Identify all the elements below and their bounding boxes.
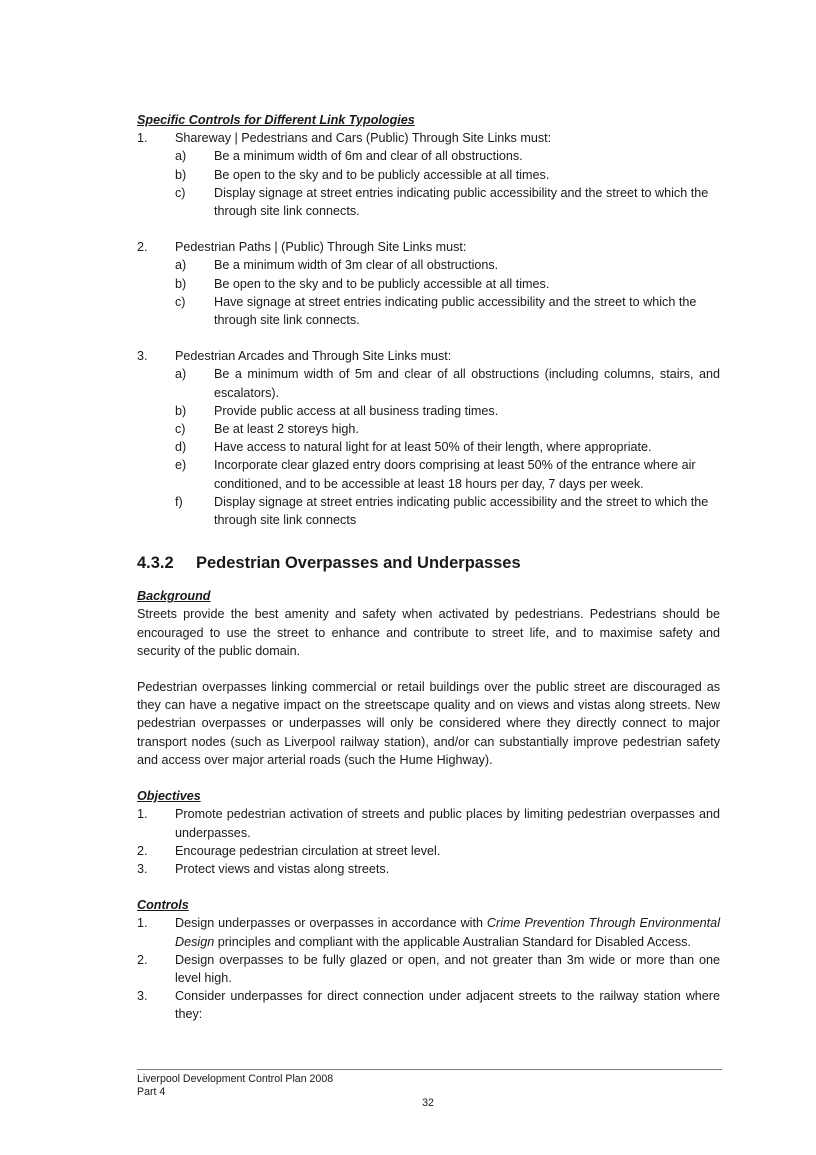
list-number: 3.: [137, 349, 148, 364]
list-text: Protect views and vistas along streets.: [175, 861, 390, 876]
sub-text: Be at least 2 storeys high.: [214, 422, 359, 437]
sub-letter: b): [175, 403, 187, 418]
section-title: Pedestrian Overpasses and Underpasses: [196, 554, 521, 573]
list-number: 2.: [137, 843, 148, 858]
footer-document-title: Liverpool Development Control Plan 2008: [137, 1073, 334, 1085]
spacer: [137, 220, 720, 238]
spacer: [137, 769, 720, 787]
list-text: Shareway | Pedestrians and Cars (Public) Through Site Links must:: [175, 131, 552, 146]
sub-text: Be a minimum width of 6m and clear of all obstructions.: [214, 149, 523, 164]
sub-letter: b): [175, 276, 187, 291]
controls-heading: Controls: [137, 898, 189, 913]
background-heading: Background: [137, 589, 211, 604]
list-text: Design overpasses to be fully glazed or open, and not greater than 3m wide or more than one level high.: [175, 952, 720, 985]
sub-text: Have access to natural light for at least 50% of their length, where appropriate.: [214, 440, 652, 455]
objective-item-1: [137, 805, 720, 841]
list-text: Promote pedestrian activation of streets and public places by limiting pedestrian overpasses and underpasses.: [175, 807, 720, 840]
typologies-heading: Specific Controls for Different Link Typologies: [137, 113, 415, 127]
list-number: 2.: [137, 240, 148, 255]
list-number: 3.: [137, 861, 148, 876]
sub-letter: a): [175, 258, 187, 273]
sub-item: [175, 438, 720, 456]
sub-item: [175, 275, 720, 293]
sub-text: Provide public access at all business trading times.: [214, 403, 499, 418]
page-content: [137, 111, 720, 1024]
sub-text: Display signage at street entries indicating public accessibility and the street to which the through site link connects: [214, 494, 709, 528]
sub-letter: a): [175, 367, 187, 382]
objective-item-3: [137, 860, 720, 878]
background-paragraph-2: Pedestrian overpasses linking commercial or retail buildings over the public street are discouraged as they can have a negative impact on the streetscape quality and on views and vistas along streets. New pedestrian overpasses or underpasses will only be considered where they directly connect to major transport nodes (such as Liverpool railway station), and/or can substantially improve pedestrian safety and access over major arterial roads (such the Hume Highway).: [137, 680, 720, 767]
list-text: Consider underpasses for direct connection under adjacent streets to the railway station where they:: [175, 989, 720, 1022]
typology-item-2: [137, 238, 720, 256]
control-item-1: [137, 914, 720, 950]
sub-item: [175, 402, 720, 420]
sub-item: [175, 166, 720, 184]
sub-item: [175, 456, 720, 492]
footer-part: Part 4: [137, 1085, 166, 1098]
sub-letter: c): [175, 185, 186, 200]
list-text: Pedestrian Arcades and Through Site Links must:: [175, 349, 452, 364]
list-number: 1.: [137, 916, 148, 931]
list-text: Encourage pedestrian circulation at street level.: [175, 843, 441, 858]
control-item-3: [137, 987, 720, 1023]
page-footer: [137, 1069, 722, 1098]
sub-letter: c): [175, 422, 186, 437]
sub-item: [175, 493, 720, 529]
sub-item: [175, 293, 720, 329]
spacer: [137, 660, 720, 678]
objective-item-2: [137, 842, 720, 860]
emphasized-text: Crime Prevention Through Environmental Design: [175, 916, 720, 949]
sub-letter: f): [175, 494, 183, 509]
sub-text: Be open to the sky and to be publicly accessible at all times.: [214, 276, 550, 291]
page-number: 32: [422, 1097, 434, 1109]
sub-text: Be a minimum width of 3m clear of all obstructions.: [214, 258, 499, 273]
objectives-heading: Objectives: [137, 789, 201, 804]
list-number: 2.: [137, 952, 148, 967]
list-number: 3.: [137, 989, 148, 1004]
typology-item-3: [137, 347, 720, 365]
section-number: 4.3.2: [137, 554, 174, 573]
sub-item: [175, 256, 720, 274]
list-text: Pedestrian Paths | (Public) Through Site Links must:: [175, 240, 467, 255]
list-number: 1.: [137, 131, 148, 146]
spacer: [137, 329, 720, 347]
sub-item: [175, 420, 720, 438]
list-text: [175, 914, 720, 950]
sub-item: [175, 147, 720, 165]
typology-item-1: [137, 129, 720, 147]
control-item-2: [137, 951, 720, 987]
section-heading: [137, 553, 720, 573]
background-paragraph-1: Streets provide the best amenity and safety when activated by pedestrians. Pedestrians should be encouraged to use the street to enhance and contribute to street life, and to maximise safety and security of the public domain.: [137, 607, 720, 658]
spacer: [137, 878, 720, 896]
sub-item: [175, 184, 720, 220]
list-number: 1.: [137, 807, 148, 822]
sub-text: Be open to the sky and to be publicly accessible at all times.: [214, 167, 550, 182]
sub-text: Have signage at street entries indicating public accessibility and the street to which the through site link connects.: [214, 294, 697, 328]
sub-letter: e): [175, 458, 187, 473]
sub-letter: d): [175, 440, 187, 455]
text-run: principles and compliant with the applicable Australian Standard for Disabled Access.: [214, 934, 691, 949]
sub-letter: c): [175, 294, 186, 309]
sub-letter: b): [175, 167, 187, 182]
text-run: Design underpasses or overpasses in accordance with: [175, 916, 487, 931]
sub-text: Be a minimum width of 5m and clear of all obstructions (including columns, stairs, and escalators).: [214, 367, 720, 400]
sub-letter: a): [175, 149, 187, 164]
sub-text: Display signage at street entries indicating public accessibility and the street to which the through site link connects.: [214, 185, 709, 219]
sub-text: Incorporate clear glazed entry doors comprising at least 50% of the entrance where air conditioned, and to be accessible at least 18 hours per day, 7 days per week.: [214, 458, 696, 491]
sub-item: [175, 365, 720, 401]
